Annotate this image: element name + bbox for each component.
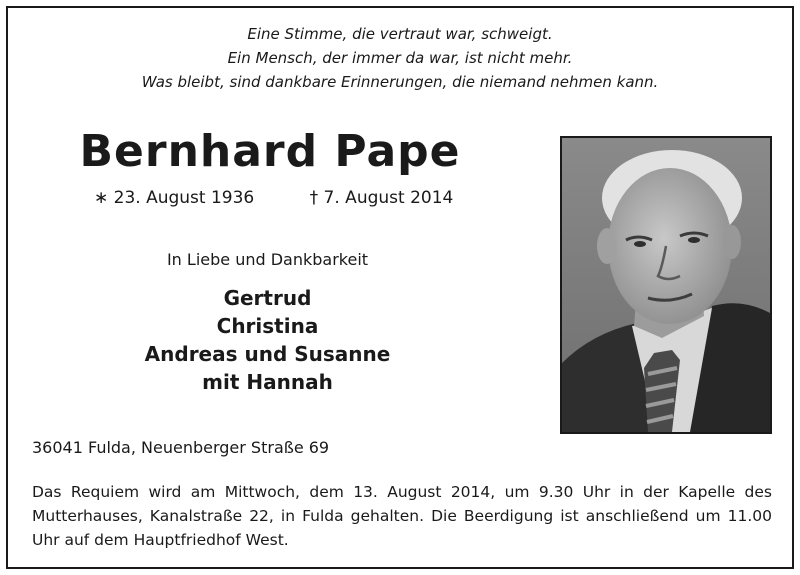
address: 36041 Fulda, Neuenberger Straße 69 [32,438,330,457]
deceased-name: Bernhard Pape [79,126,461,177]
poem-line: Eine Stimme, die vertraut war, schweigt. [247,25,553,43]
life-dates [94,188,453,208]
poem-line: Was bleibt, sind dankbare Erinnerungen, die niemand nehmen kann. [141,73,659,91]
portrait-illustration [562,138,770,432]
poem [0,22,800,94]
death-date: † 7. August 2014 [309,188,454,208]
family-names [60,284,475,396]
portrait-photo [560,136,772,434]
love-line: In Liebe und Dankbarkeit [166,250,369,269]
family-name: mit Hannah [202,370,333,394]
requiem-text: Das Requiem wird am Mittwoch, dem 13. August 2014, um 9.30 Uhr in der Kapelle des Mutterhauses, Kanalstraße 22, in Fulda gehalten. Die Beerdigung ist anschließend um 11.00 Uhr auf dem Hauptfriedhof West. [32,483,772,549]
poem-line: Ein Mensch, der immer da war, ist nicht mehr. [227,49,573,67]
family-name: Gertrud [223,286,312,310]
birth-date: ∗ 23. August 1936 [94,188,255,208]
family-name: Christina [216,314,319,338]
family-name: Andreas und Susanne [144,342,391,366]
